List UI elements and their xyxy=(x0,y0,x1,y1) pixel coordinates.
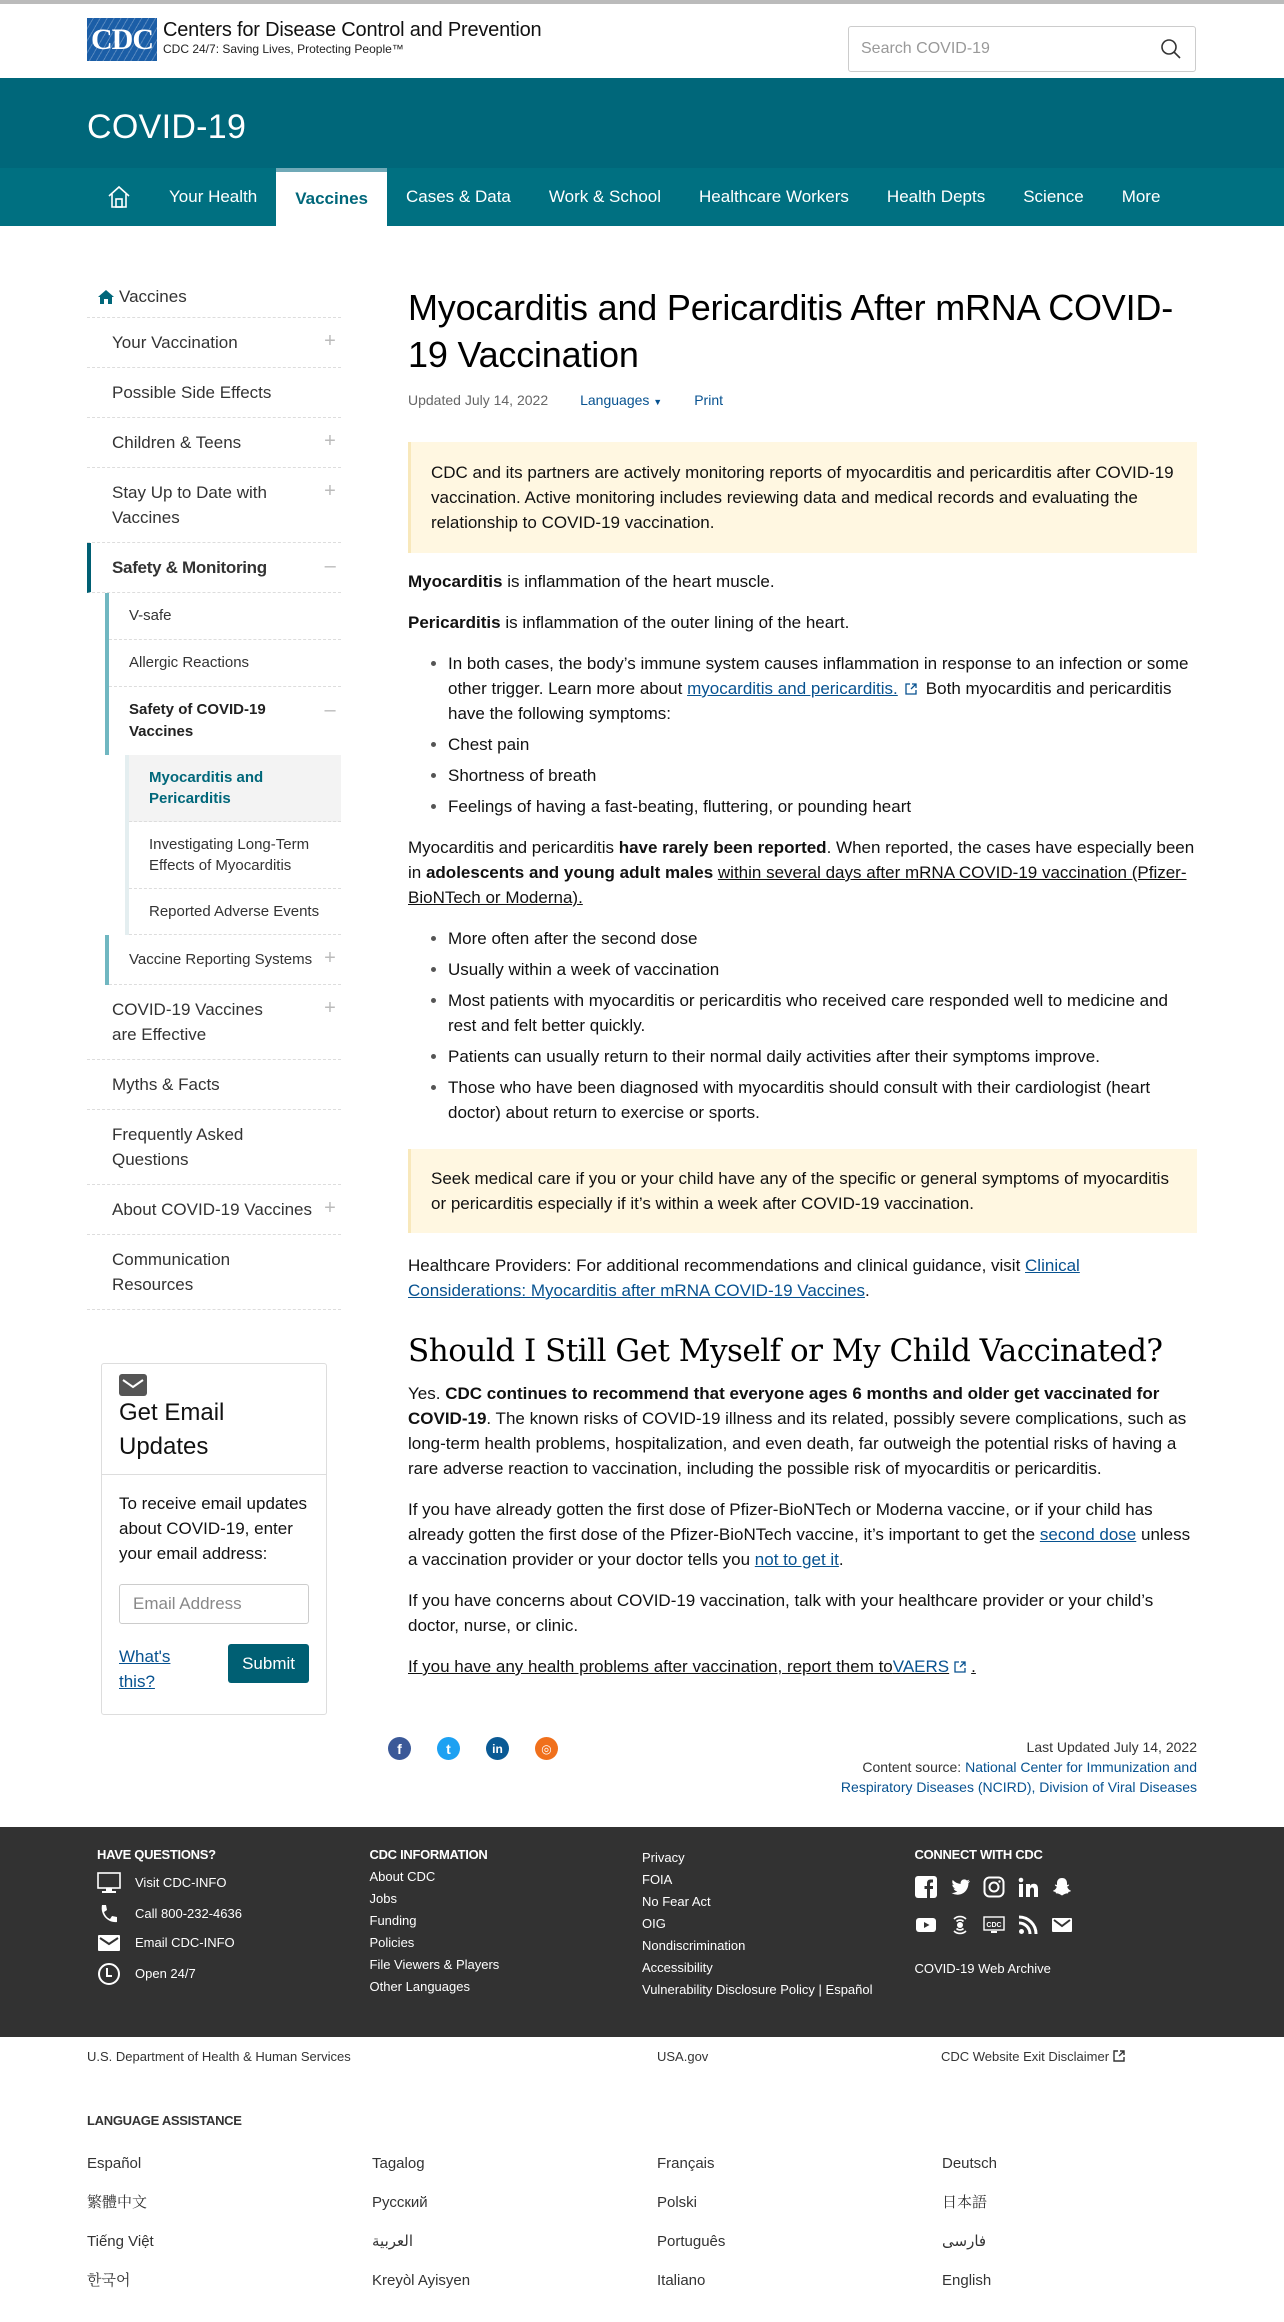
monitoring-callout: CDC and its partners are actively monitoring reports of myocarditis and pericarditis after COVID-19 vaccination. Active monitoring includes reviewing data and medical records and evaluating the relationship to COVID-19 vaccination. xyxy=(408,442,1197,553)
sidebar-item-myths-facts[interactable] xyxy=(87,1060,341,1110)
sidebar-item-your-vaccination[interactable] xyxy=(87,318,341,368)
sidebar-item-label: Children & Teens xyxy=(112,433,242,452)
collapse-minus-icon[interactable]: – xyxy=(324,555,336,577)
cdc-logo-mark: CDC xyxy=(87,18,157,61)
call-cdc[interactable] xyxy=(97,1904,370,1924)
expand-plus-icon[interactable]: + xyxy=(324,330,336,352)
sidebar-item-label: Myocarditis and Pericarditis xyxy=(149,769,264,807)
clock-icon xyxy=(97,1962,121,1986)
sidebar-item-label: Safety of COVID-19 Vaccines xyxy=(129,701,266,740)
monitor-icon xyxy=(97,1872,121,1894)
text: . When reported, the cases have especially been in xyxy=(408,838,1195,882)
footer-have-questions xyxy=(97,1847,370,2007)
underlined-text: within several days after mRNA COVID-19 vaccination (Pfizer-BioNTech or Moderna). xyxy=(408,863,1187,907)
search-icon[interactable] xyxy=(1159,37,1183,61)
snapchat-icon[interactable] xyxy=(1051,1876,1073,1898)
rss-icon[interactable] xyxy=(1017,1914,1039,1936)
banner-title: COVID-19 xyxy=(87,108,247,146)
sidebar-item-reported-adverse-events[interactable] xyxy=(129,889,341,935)
clinical-considerations-link[interactable]: Clinical Considerations: Myocarditis after mRNA COVID-19 Vaccines xyxy=(408,1256,1080,1300)
text: . xyxy=(838,1550,844,1569)
content-source-link[interactable]: National Center for Immunization and Respiratory Diseases (NCIRD), Division of Viral Diseases xyxy=(840,1759,1197,1795)
email-icon[interactable] xyxy=(1051,1914,1073,1936)
footer-link-privacy[interactable]: Privacy xyxy=(642,1850,685,1865)
expand-plus-icon[interactable]: + xyxy=(324,947,336,969)
sidebar-item-allergic-reactions[interactable] xyxy=(109,640,341,687)
list-item xyxy=(448,651,1197,726)
hhs-link[interactable]: U.S. Department of Health & Human Services xyxy=(87,2049,351,2064)
linkedin-icon[interactable]: in xyxy=(486,1737,509,1760)
covid-web-archive-link[interactable]: COVID-19 Web Archive xyxy=(914,1961,1051,1976)
not-to-get-it-link[interactable]: not to get it xyxy=(754,1550,839,1569)
language-link[interactable]: Tiếng Việt xyxy=(87,2233,154,2250)
facebook-icon[interactable] xyxy=(915,1876,937,1898)
footer-heading: HAVE QUESTIONS? xyxy=(97,1847,216,1862)
language-link[interactable]: فارسی xyxy=(942,2233,987,2250)
text: unless a vaccination provider or your doctor tells you xyxy=(408,1525,1191,1569)
page-footer xyxy=(388,1719,1197,1797)
article-meta xyxy=(408,392,1197,408)
sidebar-item-label: About COVID-19 Vaccines xyxy=(112,1200,312,1219)
tagline: CDC 24/7: Saving Lives, Protecting People™ xyxy=(163,42,404,56)
footer-heading: CDC INFORMATION xyxy=(369,1847,488,1862)
content-source-label: Content source: xyxy=(862,1759,966,1775)
text: In both cases, the body’s immune system causes inflammation in response to an infection or some other trigger. Learn more about xyxy=(448,654,1189,698)
footer-cdc-information xyxy=(370,1847,643,2007)
language-link[interactable]: Português xyxy=(657,2233,726,2250)
cdc-tv-icon[interactable] xyxy=(983,1914,1005,1936)
nav-health-depts[interactable]: Health Depts xyxy=(886,187,986,206)
myocarditis-pericarditis-link[interactable]: myocarditis and pericarditis. xyxy=(687,679,898,698)
text: Healthcare Providers: For additional recommendations and clinical guidance, visit xyxy=(408,1256,1026,1275)
nav-cases-data[interactable]: Cases & Data xyxy=(406,187,511,206)
nav-your-health[interactable]: Your Health xyxy=(169,187,258,206)
site-header xyxy=(0,4,1284,78)
email-signup-title: Get Email Updates xyxy=(119,1399,225,1460)
recommendation-paragraph xyxy=(408,1381,1197,1481)
sidebar-item-about-vaccines[interactable] xyxy=(87,1185,341,1235)
sidebar-item-vaccines-effective[interactable] xyxy=(87,985,341,1060)
footer-link-other-languages[interactable]: Other Languages xyxy=(369,1979,470,1994)
sidebar-item-label: COVID-19 Vaccines are Effective xyxy=(112,1000,263,1044)
footer-link-policies[interactable]: Policies xyxy=(369,1935,415,1950)
sidebar-item-communication-resources[interactable] xyxy=(87,1235,341,1310)
sidebar-item-label: Investigating Long-Term Effects of Myocarditis xyxy=(149,836,310,874)
youtube-icon[interactable] xyxy=(915,1914,937,1936)
sidebar-item-label: Safety & Monitoring xyxy=(112,558,267,577)
envelope-icon xyxy=(97,1934,121,1952)
article xyxy=(397,276,1197,1827)
text: . xyxy=(971,1657,976,1676)
covid-banner xyxy=(0,78,1284,168)
external-link-icon xyxy=(1112,2049,1126,2063)
nav-work-school[interactable]: Work & School xyxy=(548,187,662,206)
visit-cdc-info[interactable] xyxy=(97,1872,370,1894)
cdc-logo[interactable] xyxy=(87,18,541,61)
list-item: • Those who have been diagnosed with myocarditis should consult with their cardiologist (heart doctor) about return to exercise or sports. xyxy=(448,1075,1197,1125)
concerns-paragraph: If you have concerns about COVID-19 vaccination, talk with your healthcare provider or your child’s doctor, nurse, or clinic. xyxy=(408,1591,1154,1635)
sidebar-item-label: V-safe xyxy=(129,607,172,624)
phone-icon xyxy=(97,1904,121,1924)
linkedin-icon[interactable] xyxy=(1017,1876,1039,1898)
sidebar-item-safety-monitoring[interactable] xyxy=(87,543,341,593)
vaers-link[interactable]: VAERS xyxy=(892,1657,950,1676)
sidebar-item-label: Your Vaccination xyxy=(112,333,238,352)
term: Myocarditis xyxy=(408,572,503,591)
envelope-icon xyxy=(119,1374,147,1396)
footer-link-vulnerability-disclosure[interactable]: Vulnerability Disclosure Policy | Español xyxy=(642,1982,873,1997)
list-item: • Shortness of breath xyxy=(448,763,1197,788)
sidebar-item-label: Stay Up to Date with Vaccines xyxy=(112,483,267,527)
list-item: • Most patients with myocarditis or pericarditis who received care responded well to medicine and rest and felt better quickly. xyxy=(448,988,1197,1038)
footer-link-oig[interactable]: OIG xyxy=(642,1916,666,1931)
sidebar-item-children-teens[interactable] xyxy=(87,418,341,468)
second-dose-link[interactable]: second dose xyxy=(1039,1525,1137,1544)
sidebar-item-vaccine-reporting-systems[interactable] xyxy=(109,935,341,985)
sidebar-home-label: Vaccines xyxy=(119,286,187,306)
text: . The known risks of COVID-19 illness and its related, possibly severe complications, such as long-term health problems, hospitalization, and even death, far outweigh the potential risks of having a rare adverse reaction to vaccination, including the possible risk of myocarditis or pericarditis. xyxy=(408,1409,1187,1478)
report-paragraph xyxy=(408,1654,1197,1679)
org-name: Centers for Disease Control and Prevention xyxy=(163,19,542,41)
last-updated: Last Updated July 14, 2022 xyxy=(1026,1739,1197,1755)
sidebar-item-label: Myths & Facts xyxy=(112,1075,220,1094)
email-signup-header xyxy=(102,1364,326,1475)
language-link[interactable]: Tagalog xyxy=(372,2155,425,2172)
language-link[interactable]: Español xyxy=(87,2155,142,2172)
text: If you have already gotten the first dose of Pfizer-BioNTech or Moderna vaccine, or if your child has already gotten the first dose of the Pfizer-BioNTech vaccine, it’s important to get the xyxy=(408,1500,1153,1544)
language-link[interactable]: Polski xyxy=(657,2194,698,2211)
pericarditis-definition xyxy=(408,610,1197,635)
footer-heading: CONNECT WITH CDC xyxy=(914,1847,1043,1862)
home-solid-icon xyxy=(97,289,115,305)
text: If you have any health problems after vaccination, report them to xyxy=(408,1657,893,1676)
sidebar-item-label: Allergic Reactions xyxy=(129,654,250,671)
contact-label: Open 24/7 xyxy=(135,1966,196,1981)
sidebar-item-long-term-effects[interactable] xyxy=(129,822,341,889)
emphasis: CDC continues to recommend that everyone ages 6 months and older get vaccinated for COVID-19 xyxy=(408,1384,1160,1428)
email-cdc-info[interactable] xyxy=(97,1934,370,1952)
rarely-reported-paragraph xyxy=(408,835,1197,910)
syndication-icon[interactable] xyxy=(949,1914,971,1936)
seek-care-callout: Seek medical care if you or your child have any of the specific or general symptoms of myocarditis or pericarditis especially if it’s within a week after COVID-19 vaccination. xyxy=(408,1149,1197,1233)
language-link[interactable]: 한국어 xyxy=(87,2272,131,2289)
usagov-link[interactable]: USA.gov xyxy=(657,2049,709,2064)
syndicate-icon[interactable]: ◎ xyxy=(535,1737,558,1760)
language-link[interactable]: Kreyòl Ayisyen xyxy=(372,2272,471,2289)
nav-vaccines[interactable]: Vaccines xyxy=(276,168,387,226)
facts-list xyxy=(408,926,1197,1125)
svg-text:CDC: CDC xyxy=(985,1922,1002,1929)
open-24-7 xyxy=(97,1962,370,1986)
term: Pericarditis xyxy=(408,613,501,632)
sidebar-home-vaccines[interactable] xyxy=(87,276,341,318)
caret-down-icon: ▼ xyxy=(653,397,663,407)
sidebar-item-label: Frequently Asked Questions xyxy=(112,1125,244,1169)
sidebar xyxy=(87,276,341,1827)
text: Both myocarditis and pericarditis have the following symptoms: xyxy=(448,679,1172,723)
email-signup-description: To receive email updates about COVID-19, enter your email address: xyxy=(119,1494,308,1563)
sidebar-reporting-group xyxy=(105,935,341,985)
language-assistance-heading: LANGUAGE ASSISTANCE xyxy=(87,2113,242,2128)
updated-date: Updated July 14, 2022 xyxy=(408,392,549,408)
footer-connect xyxy=(915,1847,1188,2007)
main-nav xyxy=(0,168,1284,226)
footer-link-funding[interactable]: Funding xyxy=(369,1913,417,1928)
text: . xyxy=(864,1281,870,1300)
list-item: • Usually within a week of vaccination xyxy=(448,957,1197,982)
search-box xyxy=(848,26,1196,72)
exit-disclaimer-link[interactable] xyxy=(941,2049,1126,2101)
language-link[interactable]: 繁體中文 xyxy=(87,2194,148,2211)
language-link[interactable]: Русский xyxy=(372,2194,428,2211)
nav-more[interactable]: More xyxy=(1121,187,1161,206)
language-grid xyxy=(87,2144,1197,2300)
page-title: Myocarditis and Pericarditis After mRNA COVID-19 Vaccination xyxy=(408,287,1174,375)
print-link[interactable]: Print xyxy=(694,392,724,408)
emphasis: have rarely been reported xyxy=(618,838,827,857)
sidebar-item-stay-up-to-date[interactable] xyxy=(87,468,341,543)
search-input[interactable] xyxy=(861,40,1159,58)
collapse-minus-icon[interactable]: – xyxy=(324,699,336,721)
email-field[interactable] xyxy=(119,1584,309,1624)
definition-text: is inflammation of the heart muscle. xyxy=(502,572,775,591)
footer-link-nondiscrimination[interactable]: Nondiscrimination xyxy=(642,1938,746,1953)
footer-link-about-cdc[interactable]: About CDC xyxy=(369,1869,436,1884)
sidebar-item-label: Possible Side Effects xyxy=(112,383,272,402)
text: Yes. xyxy=(408,1384,446,1403)
language-link[interactable]: Deutsch xyxy=(942,2155,998,2172)
hcp-paragraph xyxy=(408,1253,1197,1303)
contact-label: Visit CDC-INFO xyxy=(135,1875,227,1890)
definition-text: is inflammation of the outer lining of the heart. xyxy=(500,613,850,632)
content-source xyxy=(817,1719,1197,1797)
footer-link-foia[interactable]: FOIA xyxy=(642,1872,673,1887)
facebook-icon[interactable]: f xyxy=(388,1737,411,1760)
list-item: • Feelings of having a fast-beating, fluttering, or pounding heart xyxy=(448,794,1197,819)
expand-plus-icon[interactable]: + xyxy=(324,1197,336,1219)
nav-science[interactable]: Science xyxy=(1023,187,1084,206)
email-signup-box xyxy=(101,1363,327,1715)
emphasis: adolescents and young adult males xyxy=(425,863,714,882)
twitter-icon[interactable] xyxy=(949,1876,971,1898)
footer-link-file-viewers[interactable]: File Viewers & Players xyxy=(369,1957,500,1972)
list-item: • Chest pain xyxy=(448,732,1197,757)
social-share xyxy=(388,1719,558,1797)
language-assistance xyxy=(0,2113,1284,2300)
symptoms-list xyxy=(408,651,1197,819)
expand-plus-icon[interactable]: + xyxy=(324,430,336,452)
list-item: • More often after the second dose xyxy=(448,926,1197,951)
text: Myocarditis and pericarditis xyxy=(408,838,619,857)
sidebar-safety-of-vaccines-submenu xyxy=(125,755,341,935)
list-item: • Patients can usually return to their normal daily activities after their symptoms improve. xyxy=(448,1044,1197,1069)
sidebar-item-safety-of-vaccines[interactable] xyxy=(109,687,341,755)
languages-dropdown[interactable] xyxy=(580,392,662,408)
second-dose-paragraph xyxy=(408,1497,1197,1572)
language-link[interactable]: English xyxy=(942,2272,992,2289)
instagram-icon[interactable] xyxy=(983,1876,1005,1898)
myocarditis-definition xyxy=(408,569,1197,594)
sidebar-item-myocarditis-pericarditis[interactable] xyxy=(129,755,341,822)
language-link[interactable]: 日本語 xyxy=(942,2194,988,2211)
language-link[interactable]: Français xyxy=(657,2155,715,2172)
sidebar-item-v-safe[interactable] xyxy=(109,593,341,640)
footer-link-jobs[interactable]: Jobs xyxy=(369,1891,397,1906)
home-icon xyxy=(106,184,132,210)
site-footer xyxy=(0,1827,1284,2037)
submit-button[interactable]: Submit xyxy=(228,1644,309,1683)
government-footer xyxy=(0,2037,1284,2101)
expand-plus-icon[interactable]: + xyxy=(324,480,336,502)
whats-this-link[interactable]: What's this? xyxy=(119,1647,171,1691)
sidebar-safety-submenu xyxy=(105,593,341,755)
footer-link-accessibility[interactable]: Accessibility xyxy=(642,1960,713,1975)
contact-label: Call 800-232-4636 xyxy=(135,1906,242,1921)
exit-disclaimer-label: CDC Website Exit Disclaimer xyxy=(941,2049,1110,2064)
twitter-icon[interactable]: t xyxy=(437,1737,460,1760)
footer-policy-links xyxy=(642,1847,915,2007)
expand-plus-icon[interactable]: + xyxy=(324,997,336,1019)
sidebar-item-possible-side-effects[interactable] xyxy=(87,368,341,418)
sidebar-item-label: Reported Adverse Events xyxy=(149,903,320,920)
languages-label: Languages xyxy=(580,392,650,408)
external-link-icon xyxy=(904,682,918,696)
sidebar-item-label: Communication Resources xyxy=(112,1250,231,1294)
nav-home[interactable] xyxy=(87,168,150,226)
sidebar-item-label: Vaccine Reporting Systems xyxy=(129,951,313,968)
language-link[interactable]: العربية xyxy=(372,2233,413,2250)
section-heading: Should I Still Get Myself or My Child Vaccinated? xyxy=(408,1333,1163,1369)
sidebar-item-faq[interactable] xyxy=(87,1110,341,1185)
nav-healthcare-workers[interactable]: Healthcare Workers xyxy=(699,187,849,206)
contact-label: Email CDC-INFO xyxy=(135,1935,235,1950)
footer-link-no-fear-act[interactable]: No Fear Act xyxy=(642,1894,711,1909)
external-link-icon xyxy=(953,1660,967,1674)
language-link[interactable]: Italiano xyxy=(657,2272,706,2289)
